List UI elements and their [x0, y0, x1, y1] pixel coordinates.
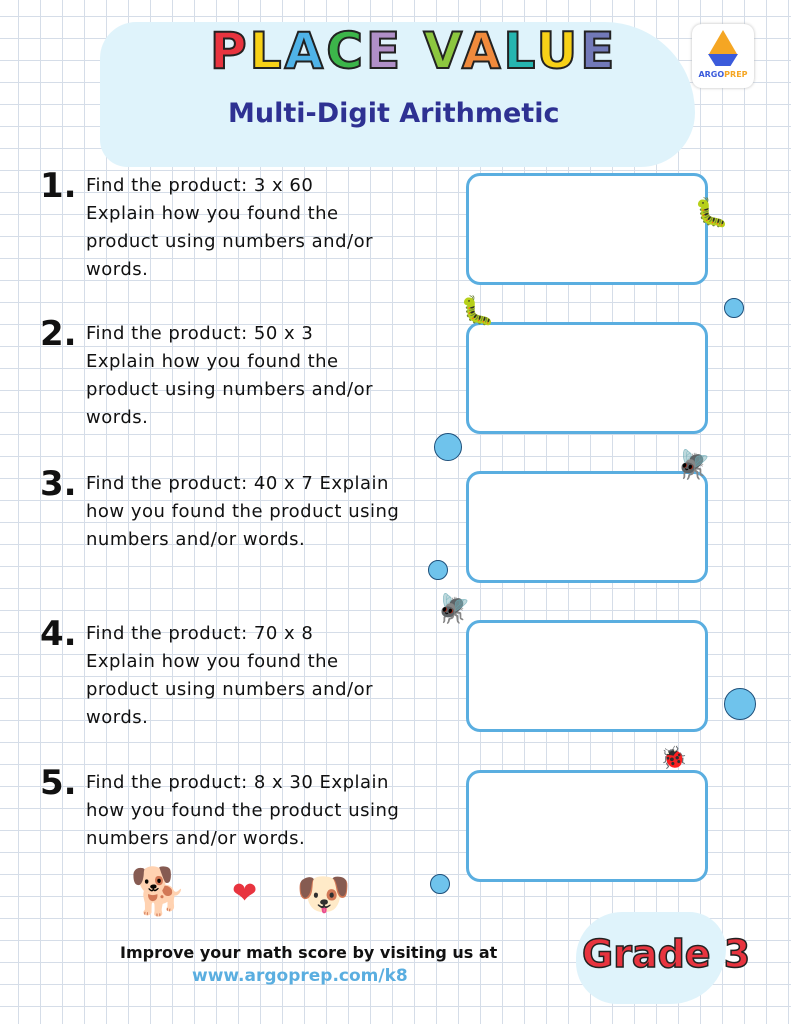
question-number: 1. [40, 166, 77, 206]
answer-box-3[interactable] [466, 471, 708, 583]
title-letter: E [580, 22, 618, 80]
footer-link[interactable]: www.argoprep.com/k8 [192, 966, 408, 986]
question-text: Find the product: 8 x 30 Explain how you found the product using numbers and/or words. [86, 772, 400, 849]
title-letter: L [503, 22, 537, 80]
bubble-icon [428, 560, 448, 580]
answer-box-5[interactable] [466, 770, 708, 882]
red-bug-icon: 🐛 [694, 196, 729, 229]
boat-hull-icon [708, 54, 738, 66]
argoprep-logo[interactable] [692, 24, 754, 88]
grade-label: Grade 3 [582, 932, 751, 976]
bubble-icon [724, 298, 744, 318]
footer-promo-text: Improve your math score by visiting us at [120, 943, 498, 962]
title-letter: A [461, 22, 504, 80]
dragonfly-icon: 🪰 [436, 592, 471, 625]
sail-icon [709, 30, 737, 54]
heart-arrow-icon: ❤ [232, 876, 258, 911]
title-letter: A [284, 22, 327, 80]
question-text: Find the product: 50 x 3 Explain how you found the product using numbers and/or words. [86, 323, 373, 428]
bubble-icon [724, 688, 756, 720]
dog-icon: 🐕 [130, 864, 188, 918]
question-text: Find the product: 40 x 7 Explain how you found the product using numbers and/or words. [86, 473, 400, 550]
dog-icon: 🐶 [296, 869, 351, 920]
dragonfly-icon: 🪰 [676, 448, 711, 481]
question-text: Find the product: 70 x 8 Explain how you found the product using numbers and/or words. [86, 623, 373, 728]
question-number: 3. [40, 464, 77, 504]
question-number: 5. [40, 763, 77, 803]
red-bug-icon: 🐞 [660, 746, 688, 771]
page-title [210, 22, 617, 80]
page-subtitle: Multi-Digit Arithmetic [228, 98, 560, 129]
logo-text-prep: PREP [724, 70, 748, 79]
bubble-icon [434, 433, 462, 461]
question-text: Find the product: 3 x 60 Explain how you found the product using numbers and/or words. [86, 175, 373, 280]
logo-text-argo: ARGO [698, 70, 725, 79]
title-letter: U [536, 22, 581, 80]
title-letter: C [326, 22, 366, 80]
bubble-icon [430, 874, 450, 894]
title-letter: E [365, 22, 404, 80]
answer-box-1[interactable] [466, 173, 708, 285]
question-number: 4. [40, 614, 77, 654]
title-letter: V [423, 22, 462, 80]
green-bug-icon: 🐛 [460, 294, 495, 327]
answer-box-4[interactable] [466, 620, 708, 732]
title-letter [403, 22, 423, 80]
answer-box-2[interactable] [466, 322, 708, 434]
question-number: 2. [40, 314, 77, 354]
title-letter: L [249, 22, 285, 80]
title-letter: P [210, 22, 250, 80]
